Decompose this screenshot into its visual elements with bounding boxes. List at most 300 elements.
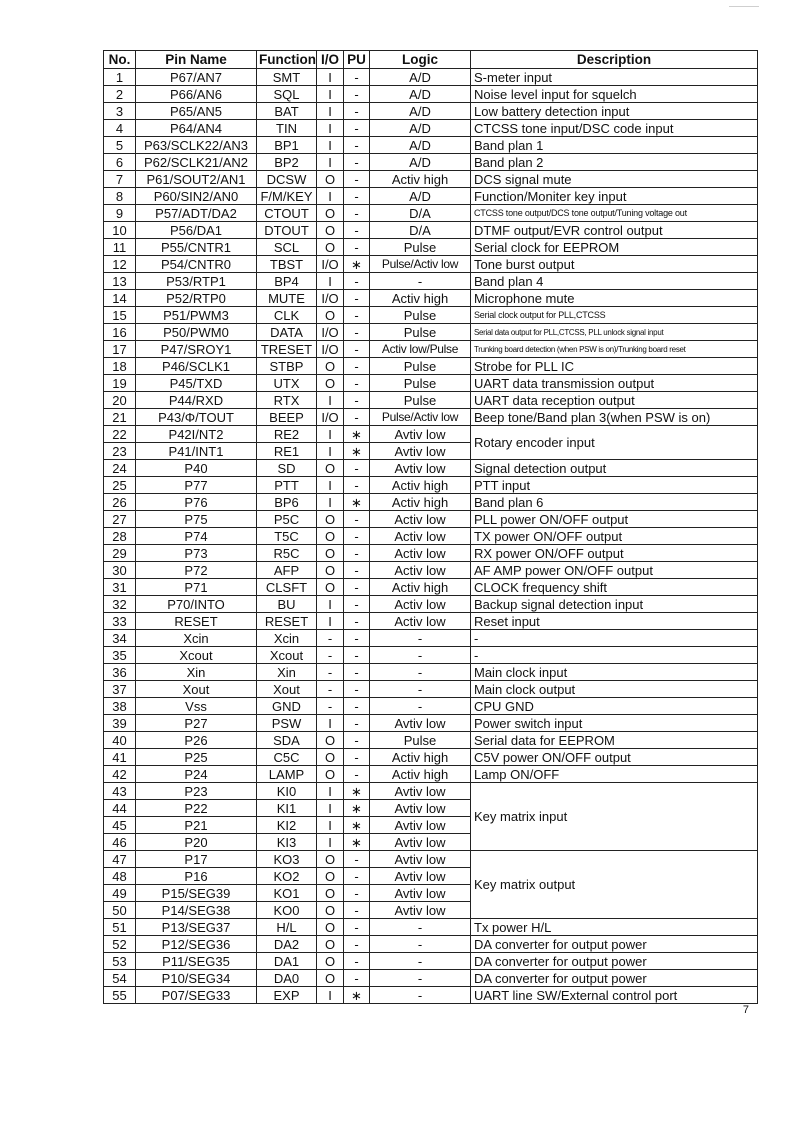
description: DA converter for output power bbox=[471, 936, 758, 953]
row-number: 33 bbox=[104, 613, 136, 630]
io-direction: O bbox=[317, 579, 344, 596]
pin-name: P27 bbox=[136, 715, 257, 732]
description: UART data reception output bbox=[471, 392, 758, 409]
pull-up: - bbox=[344, 664, 370, 681]
function-name: CLSFT bbox=[257, 579, 317, 596]
function-name: KO0 bbox=[257, 902, 317, 919]
function-name: H/L bbox=[257, 919, 317, 936]
description: Serial data for EEPROM bbox=[471, 732, 758, 749]
header-logic: Logic bbox=[370, 51, 471, 69]
description: Strobe for PLL IC bbox=[471, 358, 758, 375]
description: Tx power H/L bbox=[471, 919, 758, 936]
pin-name: P43/Φ/TOUT bbox=[136, 409, 257, 426]
function-name: STBP bbox=[257, 358, 317, 375]
pin-name: P65/AN5 bbox=[136, 103, 257, 120]
logic-level: Pulse bbox=[370, 307, 471, 324]
logic-level: Avtiv low bbox=[370, 443, 471, 460]
function-name: RESET bbox=[257, 613, 317, 630]
function-name: DA0 bbox=[257, 970, 317, 987]
description: Power switch input bbox=[471, 715, 758, 732]
row-number: 35 bbox=[104, 647, 136, 664]
pull-up: - bbox=[344, 545, 370, 562]
pull-up: - bbox=[344, 919, 370, 936]
io-direction: O bbox=[317, 902, 344, 919]
row-number: 24 bbox=[104, 460, 136, 477]
function-name: Xin bbox=[257, 664, 317, 681]
description: Band plan 2 bbox=[471, 154, 758, 171]
function-name: BAT bbox=[257, 103, 317, 120]
pull-up: - bbox=[344, 732, 370, 749]
logic-level: - bbox=[370, 987, 471, 1004]
description: PTT input bbox=[471, 477, 758, 494]
function-name: C5C bbox=[257, 749, 317, 766]
pin-name: P51/PWM3 bbox=[136, 307, 257, 324]
pull-up: - bbox=[344, 341, 370, 358]
pin-name: P20 bbox=[136, 834, 257, 851]
io-direction: O bbox=[317, 766, 344, 783]
table-row bbox=[104, 154, 758, 171]
pin-name: P52/RTP0 bbox=[136, 290, 257, 307]
io-direction: O bbox=[317, 239, 344, 256]
pull-up: - bbox=[344, 970, 370, 987]
logic-level: Activ high bbox=[370, 579, 471, 596]
function-name: SD bbox=[257, 460, 317, 477]
table-row bbox=[104, 562, 758, 579]
description: UART data transmission output bbox=[471, 375, 758, 392]
function-name: KO3 bbox=[257, 851, 317, 868]
description: Main clock output bbox=[471, 681, 758, 698]
pull-up: - bbox=[344, 409, 370, 426]
function-name: MUTE bbox=[257, 290, 317, 307]
function-name: DATA bbox=[257, 324, 317, 341]
description: Serial data output for PLL,CTCSS, PLL unlock signal input bbox=[471, 324, 758, 341]
table-row bbox=[104, 953, 758, 970]
description: Signal detection output bbox=[471, 460, 758, 477]
io-direction: O bbox=[317, 919, 344, 936]
header-pin-name: Pin Name bbox=[136, 51, 257, 69]
logic-level: Avtiv low bbox=[370, 460, 471, 477]
table-row bbox=[104, 494, 758, 511]
row-number: 40 bbox=[104, 732, 136, 749]
logic-level: - bbox=[370, 953, 471, 970]
pull-up: - bbox=[344, 171, 370, 188]
table-row bbox=[104, 69, 758, 86]
description: Band plan 1 bbox=[471, 137, 758, 154]
pull-up: - bbox=[344, 86, 370, 103]
function-name: DCSW bbox=[257, 171, 317, 188]
row-number: 49 bbox=[104, 885, 136, 902]
row-number: 16 bbox=[104, 324, 136, 341]
description: Backup signal detection input bbox=[471, 596, 758, 613]
pull-up: - bbox=[344, 613, 370, 630]
pull-up: ∗ bbox=[344, 494, 370, 511]
function-name: SMT bbox=[257, 69, 317, 86]
pin-name: P13/SEG37 bbox=[136, 919, 257, 936]
pull-up: - bbox=[344, 936, 370, 953]
function-name: AFP bbox=[257, 562, 317, 579]
io-direction: O bbox=[317, 749, 344, 766]
function-name: F/M/KEY bbox=[257, 188, 317, 205]
function-name: BP1 bbox=[257, 137, 317, 154]
table-row bbox=[104, 749, 758, 766]
table-row bbox=[104, 409, 758, 426]
table-row bbox=[104, 732, 758, 749]
description: Low battery detection input bbox=[471, 103, 758, 120]
io-direction: - bbox=[317, 647, 344, 664]
io-direction: I bbox=[317, 715, 344, 732]
io-direction: O bbox=[317, 545, 344, 562]
table-row bbox=[104, 613, 758, 630]
io-direction: O bbox=[317, 460, 344, 477]
row-number: 23 bbox=[104, 443, 136, 460]
logic-level: Pulse/Activ low bbox=[370, 409, 471, 426]
table-row bbox=[104, 528, 758, 545]
io-direction: O bbox=[317, 970, 344, 987]
table-row bbox=[104, 851, 758, 868]
table-row bbox=[104, 171, 758, 188]
table-row bbox=[104, 715, 758, 732]
pin-name: P23 bbox=[136, 783, 257, 800]
description: Key matrix output bbox=[471, 851, 758, 919]
table-row bbox=[104, 137, 758, 154]
table-row bbox=[104, 188, 758, 205]
pin-name: Xin bbox=[136, 664, 257, 681]
logic-level: A/D bbox=[370, 86, 471, 103]
pull-up: - bbox=[344, 222, 370, 239]
row-number: 6 bbox=[104, 154, 136, 171]
pin-name: P63/SCLK22/AN3 bbox=[136, 137, 257, 154]
function-name: BP2 bbox=[257, 154, 317, 171]
function-name: DTOUT bbox=[257, 222, 317, 239]
pin-name: P60/SIN2/AN0 bbox=[136, 188, 257, 205]
logic-level: A/D bbox=[370, 120, 471, 137]
io-direction: I/O bbox=[317, 256, 344, 273]
pull-up: - bbox=[344, 749, 370, 766]
row-number: 39 bbox=[104, 715, 136, 732]
row-number: 52 bbox=[104, 936, 136, 953]
logic-level: Avtiv low bbox=[370, 834, 471, 851]
table-row bbox=[104, 222, 758, 239]
logic-level: Pulse bbox=[370, 375, 471, 392]
table-row bbox=[104, 596, 758, 613]
row-number: 53 bbox=[104, 953, 136, 970]
pull-up: - bbox=[344, 953, 370, 970]
io-direction: O bbox=[317, 375, 344, 392]
row-number: 21 bbox=[104, 409, 136, 426]
description: Lamp ON/OFF bbox=[471, 766, 758, 783]
pin-name: P75 bbox=[136, 511, 257, 528]
row-number: 17 bbox=[104, 341, 136, 358]
io-direction: O bbox=[317, 358, 344, 375]
row-number: 30 bbox=[104, 562, 136, 579]
table-row bbox=[104, 392, 758, 409]
function-name: KI0 bbox=[257, 783, 317, 800]
logic-level: Avtiv low bbox=[370, 902, 471, 919]
row-number: 26 bbox=[104, 494, 136, 511]
description: Reset input bbox=[471, 613, 758, 630]
function-name: KI2 bbox=[257, 817, 317, 834]
logic-level: Activ high bbox=[370, 290, 471, 307]
io-direction: O bbox=[317, 953, 344, 970]
io-direction: - bbox=[317, 698, 344, 715]
pull-up: - bbox=[344, 154, 370, 171]
pin-name: P11/SEG35 bbox=[136, 953, 257, 970]
pin-name: P46/SCLK1 bbox=[136, 358, 257, 375]
row-number: 3 bbox=[104, 103, 136, 120]
function-name: KI3 bbox=[257, 834, 317, 851]
logic-level: Pulse/Activ low bbox=[370, 256, 471, 273]
description: RX power ON/OFF output bbox=[471, 545, 758, 562]
pin-name: P07/SEG33 bbox=[136, 987, 257, 1004]
row-number: 5 bbox=[104, 137, 136, 154]
io-direction: I bbox=[317, 783, 344, 800]
pull-up: - bbox=[344, 885, 370, 902]
description: DA converter for output power bbox=[471, 970, 758, 987]
function-name: UTX bbox=[257, 375, 317, 392]
pin-name: P26 bbox=[136, 732, 257, 749]
logic-level: A/D bbox=[370, 69, 471, 86]
pin-name: P24 bbox=[136, 766, 257, 783]
logic-level: Pulse bbox=[370, 239, 471, 256]
function-name: SQL bbox=[257, 86, 317, 103]
pull-up: - bbox=[344, 460, 370, 477]
io-direction: I bbox=[317, 834, 344, 851]
pull-up: - bbox=[344, 392, 370, 409]
pin-name: P70/INTO bbox=[136, 596, 257, 613]
description: UART line SW/External control port bbox=[471, 987, 758, 1004]
logic-level: Activ high bbox=[370, 494, 471, 511]
logic-level: - bbox=[370, 664, 471, 681]
row-number: 18 bbox=[104, 358, 136, 375]
pin-name: P61/SOUT2/AN1 bbox=[136, 171, 257, 188]
pull-up: - bbox=[344, 681, 370, 698]
pull-up: - bbox=[344, 137, 370, 154]
row-number: 41 bbox=[104, 749, 136, 766]
logic-level: A/D bbox=[370, 137, 471, 154]
row-number: 42 bbox=[104, 766, 136, 783]
io-direction: I bbox=[317, 596, 344, 613]
description: - bbox=[471, 630, 758, 647]
table-row bbox=[104, 681, 758, 698]
pull-up: - bbox=[344, 579, 370, 596]
table-row bbox=[104, 324, 758, 341]
logic-level: Avtiv low bbox=[370, 817, 471, 834]
pull-up: ∗ bbox=[344, 800, 370, 817]
table-row bbox=[104, 341, 758, 358]
description: DCS signal mute bbox=[471, 171, 758, 188]
function-name: T5C bbox=[257, 528, 317, 545]
function-name: RTX bbox=[257, 392, 317, 409]
pin-name: P64/AN4 bbox=[136, 120, 257, 137]
function-name: TBST bbox=[257, 256, 317, 273]
io-direction: O bbox=[317, 222, 344, 239]
logic-level: - bbox=[370, 970, 471, 987]
logic-level: Pulse bbox=[370, 732, 471, 749]
function-name: GND bbox=[257, 698, 317, 715]
row-number: 10 bbox=[104, 222, 136, 239]
logic-level: A/D bbox=[370, 188, 471, 205]
row-number: 55 bbox=[104, 987, 136, 1004]
row-number: 28 bbox=[104, 528, 136, 545]
io-direction: I/O bbox=[317, 409, 344, 426]
logic-level: Avtiv low bbox=[370, 868, 471, 885]
pin-name: P77 bbox=[136, 477, 257, 494]
io-direction: O bbox=[317, 511, 344, 528]
function-name: KI1 bbox=[257, 800, 317, 817]
io-direction: O bbox=[317, 936, 344, 953]
logic-level: - bbox=[370, 936, 471, 953]
table-row bbox=[104, 970, 758, 987]
pin-name: P76 bbox=[136, 494, 257, 511]
logic-level: Activ high bbox=[370, 766, 471, 783]
description: Rotary encoder input bbox=[471, 426, 758, 460]
pin-name: P41/INT1 bbox=[136, 443, 257, 460]
row-number: 54 bbox=[104, 970, 136, 987]
table-row bbox=[104, 579, 758, 596]
pin-name: P55/CNTR1 bbox=[136, 239, 257, 256]
description: Serial clock output for PLL,CTCSS bbox=[471, 307, 758, 324]
pin-name: P42I/NT2 bbox=[136, 426, 257, 443]
header-pu: PU bbox=[344, 51, 370, 69]
pin-name: P53/RTP1 bbox=[136, 273, 257, 290]
table-row bbox=[104, 698, 758, 715]
pull-up: - bbox=[344, 358, 370, 375]
row-number: 2 bbox=[104, 86, 136, 103]
description: Trunking board detection (when PSW is on)/Trunking board reset bbox=[471, 341, 758, 358]
pin-name: P50/PWM0 bbox=[136, 324, 257, 341]
row-number: 36 bbox=[104, 664, 136, 681]
io-direction: I bbox=[317, 817, 344, 834]
logic-level: Activ low bbox=[370, 562, 471, 579]
logic-level: A/D bbox=[370, 154, 471, 171]
logic-level: Avtiv low bbox=[370, 851, 471, 868]
description: Beep tone/Band plan 3(when PSW is on) bbox=[471, 409, 758, 426]
table-row bbox=[104, 630, 758, 647]
table-row bbox=[104, 256, 758, 273]
row-number: 46 bbox=[104, 834, 136, 851]
row-number: 11 bbox=[104, 239, 136, 256]
function-name: EXP bbox=[257, 987, 317, 1004]
pin-name: P54/CNTR0 bbox=[136, 256, 257, 273]
pin-name: Xout bbox=[136, 681, 257, 698]
row-number: 7 bbox=[104, 171, 136, 188]
io-direction: I bbox=[317, 188, 344, 205]
description: - bbox=[471, 647, 758, 664]
pin-name: P66/AN6 bbox=[136, 86, 257, 103]
row-number: 8 bbox=[104, 188, 136, 205]
row-number: 25 bbox=[104, 477, 136, 494]
io-direction: I bbox=[317, 613, 344, 630]
io-direction: I bbox=[317, 477, 344, 494]
function-name: BEEP bbox=[257, 409, 317, 426]
pin-name: P62/SCLK21/AN2 bbox=[136, 154, 257, 171]
table-row bbox=[104, 239, 758, 256]
io-direction: - bbox=[317, 664, 344, 681]
io-direction: O bbox=[317, 528, 344, 545]
table-row bbox=[104, 426, 758, 443]
logic-level: Avtiv low bbox=[370, 885, 471, 902]
pull-up: - bbox=[344, 239, 370, 256]
row-number: 27 bbox=[104, 511, 136, 528]
pin-name: P57/ADT/DA2 bbox=[136, 205, 257, 222]
function-name: KO2 bbox=[257, 868, 317, 885]
description: S-meter input bbox=[471, 69, 758, 86]
row-number: 13 bbox=[104, 273, 136, 290]
pull-up: - bbox=[344, 477, 370, 494]
io-direction: - bbox=[317, 630, 344, 647]
pull-up: - bbox=[344, 290, 370, 307]
pin-name: P14/SEG38 bbox=[136, 902, 257, 919]
logic-level: Activ high bbox=[370, 477, 471, 494]
io-direction: - bbox=[317, 681, 344, 698]
pull-up: ∗ bbox=[344, 256, 370, 273]
table-row bbox=[104, 545, 758, 562]
function-name: Xout bbox=[257, 681, 317, 698]
table-row bbox=[104, 936, 758, 953]
logic-level: Activ high bbox=[370, 171, 471, 188]
logic-level: Activ low bbox=[370, 613, 471, 630]
header-function: Function bbox=[257, 51, 317, 69]
pin-name: P47/SROY1 bbox=[136, 341, 257, 358]
row-number: 12 bbox=[104, 256, 136, 273]
description: AF AMP power ON/OFF output bbox=[471, 562, 758, 579]
row-number: 45 bbox=[104, 817, 136, 834]
io-direction: O bbox=[317, 562, 344, 579]
pin-name: P12/SEG36 bbox=[136, 936, 257, 953]
pin-name: P67/AN7 bbox=[136, 69, 257, 86]
logic-level: Avtiv low bbox=[370, 783, 471, 800]
io-direction: I bbox=[317, 494, 344, 511]
logic-level: Activ low bbox=[370, 511, 471, 528]
header-io: I/O bbox=[317, 51, 344, 69]
header-description: Description bbox=[471, 51, 758, 69]
logic-level: Avtiv low bbox=[370, 800, 471, 817]
row-number: 47 bbox=[104, 851, 136, 868]
io-direction: I bbox=[317, 120, 344, 137]
description: PLL power ON/OFF output bbox=[471, 511, 758, 528]
table-row bbox=[104, 290, 758, 307]
description: C5V power ON/OFF output bbox=[471, 749, 758, 766]
logic-level: D/A bbox=[370, 222, 471, 239]
pull-up: - bbox=[344, 69, 370, 86]
table-row bbox=[104, 664, 758, 681]
function-name: TRESET bbox=[257, 341, 317, 358]
description: Band plan 6 bbox=[471, 494, 758, 511]
io-direction: I bbox=[317, 103, 344, 120]
function-name: BP4 bbox=[257, 273, 317, 290]
pin-name: P25 bbox=[136, 749, 257, 766]
pin-name: P73 bbox=[136, 545, 257, 562]
description: Function/Moniter key input bbox=[471, 188, 758, 205]
page-number: 7 bbox=[742, 1004, 749, 1016]
row-number: 22 bbox=[104, 426, 136, 443]
logic-level: Pulse bbox=[370, 324, 471, 341]
function-name: PTT bbox=[257, 477, 317, 494]
pin-name: Vss bbox=[136, 698, 257, 715]
logic-level: Activ high bbox=[370, 749, 471, 766]
row-number: 37 bbox=[104, 681, 136, 698]
row-number: 48 bbox=[104, 868, 136, 885]
description: CPU GND bbox=[471, 698, 758, 715]
pull-up: - bbox=[344, 562, 370, 579]
pull-up: - bbox=[344, 596, 370, 613]
table-row bbox=[104, 86, 758, 103]
pin-name: P16 bbox=[136, 868, 257, 885]
function-name: BP6 bbox=[257, 494, 317, 511]
description: CLOCK frequency shift bbox=[471, 579, 758, 596]
description: Main clock input bbox=[471, 664, 758, 681]
io-direction: O bbox=[317, 851, 344, 868]
